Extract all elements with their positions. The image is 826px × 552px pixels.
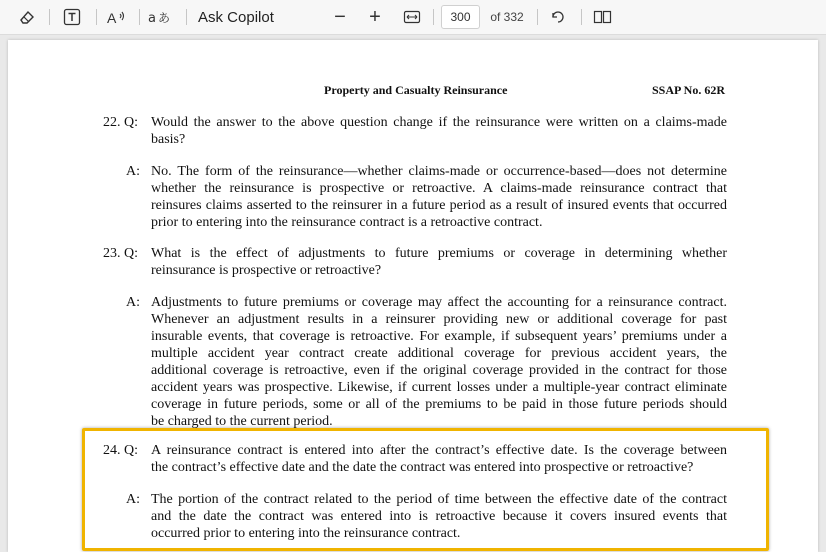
question-text: Would the answer to the above question change if the reinsurance were written on a claims-made basis? <box>151 115 727 147</box>
page-number-input[interactable]: 300 <box>441 5 480 29</box>
rotate-icon[interactable] <box>546 0 570 34</box>
toolbar-separator <box>96 9 97 25</box>
svg-text:a: a <box>148 11 156 26</box>
question-label: 22. Q: <box>103 115 138 130</box>
read-aloud-icon[interactable] <box>104 0 130 34</box>
toolbar-separator <box>433 9 434 25</box>
question-label: 23. Q: <box>103 246 138 261</box>
question-text: What is the effect of adjustments to future premiums or coverage in determining whether reinsurance is prospective or retroactive? <box>151 246 727 278</box>
text-box-icon[interactable] <box>58 0 86 34</box>
zoom-in-button[interactable]: + <box>369 5 381 28</box>
highlight-box <box>82 428 769 551</box>
page-header-code: SSAP No. 62R <box>652 83 726 97</box>
answer-text: No. The form of the reinsurance—whether claims-made or occurrence-based—does not determine whether the reinsurance is prospective or retroactive. A claims-made reinsurance contract that reinsures claims asserted to the reinsurer in a future period as a result of insured events that occurred prior to entering into the reinsurance contract is a retroactive contract. <box>151 164 727 230</box>
question-label: 24. Q: <box>103 443 138 458</box>
svg-text:あ: あ <box>158 11 171 25</box>
zoom-out-button[interactable]: − <box>334 5 346 28</box>
question-text: A reinsurance contract is entered into after the contract’s effective date. Is the coverage between the contract’s effective date and the date the contract was entered into prospective or retroactive? <box>151 443 727 475</box>
toolbar-separator <box>139 9 140 25</box>
eraser-icon[interactable] <box>14 0 40 34</box>
toolbar-separator <box>49 9 50 25</box>
answer-label: A: <box>126 492 140 507</box>
answer-text: Adjustments to future premiums or coverage may affect the accounting for a reinsurance contract. Whenever an adjustment results in a reinsurer providing new or additional coverage for past insurable events, that coverage is retroactive. For example, if subsequent years’ premiums under a multiple accident year contract create additional coverage for previous accident years, the additional coverage is retroactive, even if the original coverage provided in the contract for those accident years was prospective. Likewise, if current losses under a multiple-year contract eliminate coverage in future periods, some or all of the premiums to be paid in those future periods should be charged to the current period. <box>151 295 727 429</box>
translate-icon[interactable] <box>147 0 177 34</box>
page-view-icon[interactable] <box>590 0 616 34</box>
svg-text:A: A <box>107 10 117 26</box>
toolbar-separator <box>537 9 538 25</box>
page-total-label: of 332 <box>490 10 524 24</box>
ask-copilot-button[interactable]: Ask Copilot <box>198 8 274 26</box>
answer-label: A: <box>126 164 140 179</box>
page-header-title: Property and Casualty Reinsurance <box>324 83 508 97</box>
fit-width-icon[interactable] <box>400 0 424 34</box>
toolbar-separator <box>581 9 582 25</box>
answer-text: The portion of the contract related to the period of time between the effective date of the contract and the date the contract was entered into is retroactive because it covers insured events that occurred prior to entering into the reinsurance contract. <box>151 492 727 541</box>
toolbar-separator <box>186 9 187 25</box>
toolbar <box>0 0 826 35</box>
answer-label: A: <box>126 295 140 310</box>
